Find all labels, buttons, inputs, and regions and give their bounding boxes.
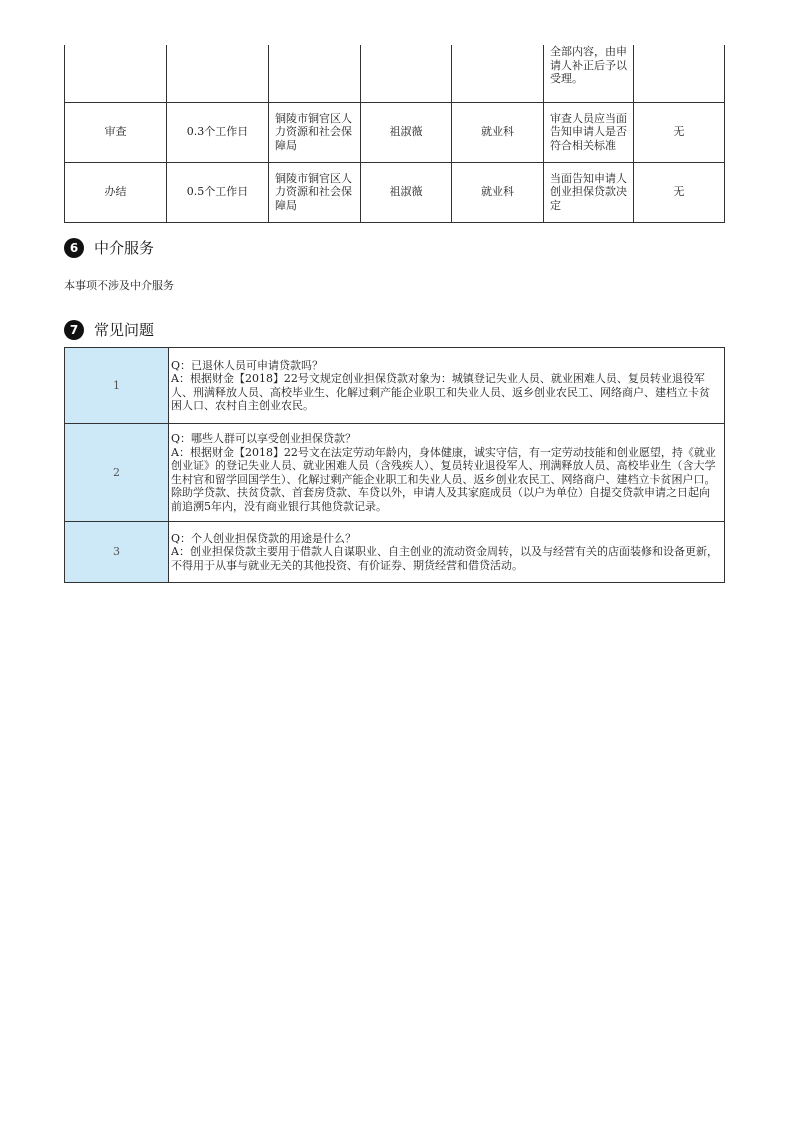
section-6-note: 本事项不涉及中介服务: [64, 279, 174, 292]
cell-person: [361, 45, 452, 102]
cell-standard: 审查人员应当面告知申请人是否符合相关标准: [544, 102, 634, 162]
faq-index: 2: [65, 424, 169, 522]
cell-person: 祖淑薇: [361, 102, 452, 162]
section-number-badge: 6: [64, 238, 84, 258]
section-title: 常见问题: [94, 321, 155, 339]
process-table: [64, 45, 725, 223]
process-row-review: [65, 102, 725, 162]
faq-content: [169, 424, 725, 522]
cell-result: [634, 45, 725, 102]
cell-step: 办结: [65, 162, 167, 222]
faq-answer: A：创业担保贷款主要用于借款人自谋职业、自主创业的流动资金周转，以及与经营有关的店面装修和设备更新，不得用于从事与就业无关的其他投资、有价证券、期货经营和借贷活动。: [171, 545, 718, 572]
faq-table: [64, 347, 725, 583]
cell-dept: [269, 45, 361, 102]
faq-answer: A：根据财金【2018】22号文规定创业担保贷款对象为：城镇登记失业人员、就业困难人员、复员转业退役军人、刑满释放人员、高校毕业生、化解过剩产能企业职工和失业人员、返乡创业农民工、网络商户、建档立卡贫困人口、农村自主创业农民。: [171, 372, 710, 412]
faq-index: 3: [65, 522, 169, 583]
cell-office: 就业科: [452, 102, 544, 162]
section-title: 中介服务: [94, 239, 155, 257]
cell-standard: 全部内容，由申请人补正后予以受理。: [544, 45, 634, 102]
faq-row: [65, 348, 725, 424]
cell-time: 0.5个工作日: [167, 162, 269, 222]
section-number-badge: 7: [64, 320, 84, 340]
faq-question: Q：哪些人群可以享受创业担保贷款？: [171, 432, 357, 445]
faq-row: [65, 522, 725, 583]
faq-answer: A：根据财金【2018】22号文在法定劳动年龄内，身体健康，诚实守信，有一定劳动技能和创业愿望，持《就业创业证》的登记失业人员、就业困难人员（含残疾人）、复员转业退役军人、刑满释放人员、高校毕业生（含大学生村官和留学回国学生）、化解过剩产能企业职工和失业人员、返乡创业农民工、网络商户、建档立卡贫困户口。除助学贷款、扶贫贷款、首套房贷款、车贷以外，申请人及其家庭成员（以户为单位）自提交贷款申请之日起向前追溯5年内，没有商业银行其他贷款记录。: [171, 445, 716, 513]
section-6-heading: [64, 237, 154, 258]
cell-step: 审查: [65, 102, 167, 162]
cell-result: 无: [634, 162, 725, 222]
cell-time: [167, 45, 269, 102]
process-row-complete: [65, 162, 725, 222]
faq-row: [65, 424, 725, 522]
cell-person: 祖淑薇: [361, 162, 452, 222]
cell-office: 就业科: [452, 162, 544, 222]
cell-dept: 铜陵市铜官区人力资源和社会保障局: [269, 102, 361, 162]
faq-question: Q：个人创业担保贷款的用途是什么？: [171, 531, 357, 545]
faq-index: 1: [65, 348, 169, 424]
cell-standard: 当面告知申请人创业担保贷款决定: [544, 162, 634, 222]
cell-step: [65, 45, 167, 102]
cell-office: [452, 45, 544, 102]
cell-result: 无: [634, 102, 725, 162]
cell-dept: 铜陵市铜官区人力资源和社会保障局: [269, 162, 361, 222]
section-7-heading: [64, 319, 154, 340]
faq-question: Q：已退休人员可申请贷款吗？: [171, 358, 324, 372]
cell-time: 0.3个工作日: [167, 102, 269, 162]
faq-content: [169, 522, 725, 583]
process-row-continued: [65, 45, 725, 102]
faq-content: [169, 348, 725, 424]
